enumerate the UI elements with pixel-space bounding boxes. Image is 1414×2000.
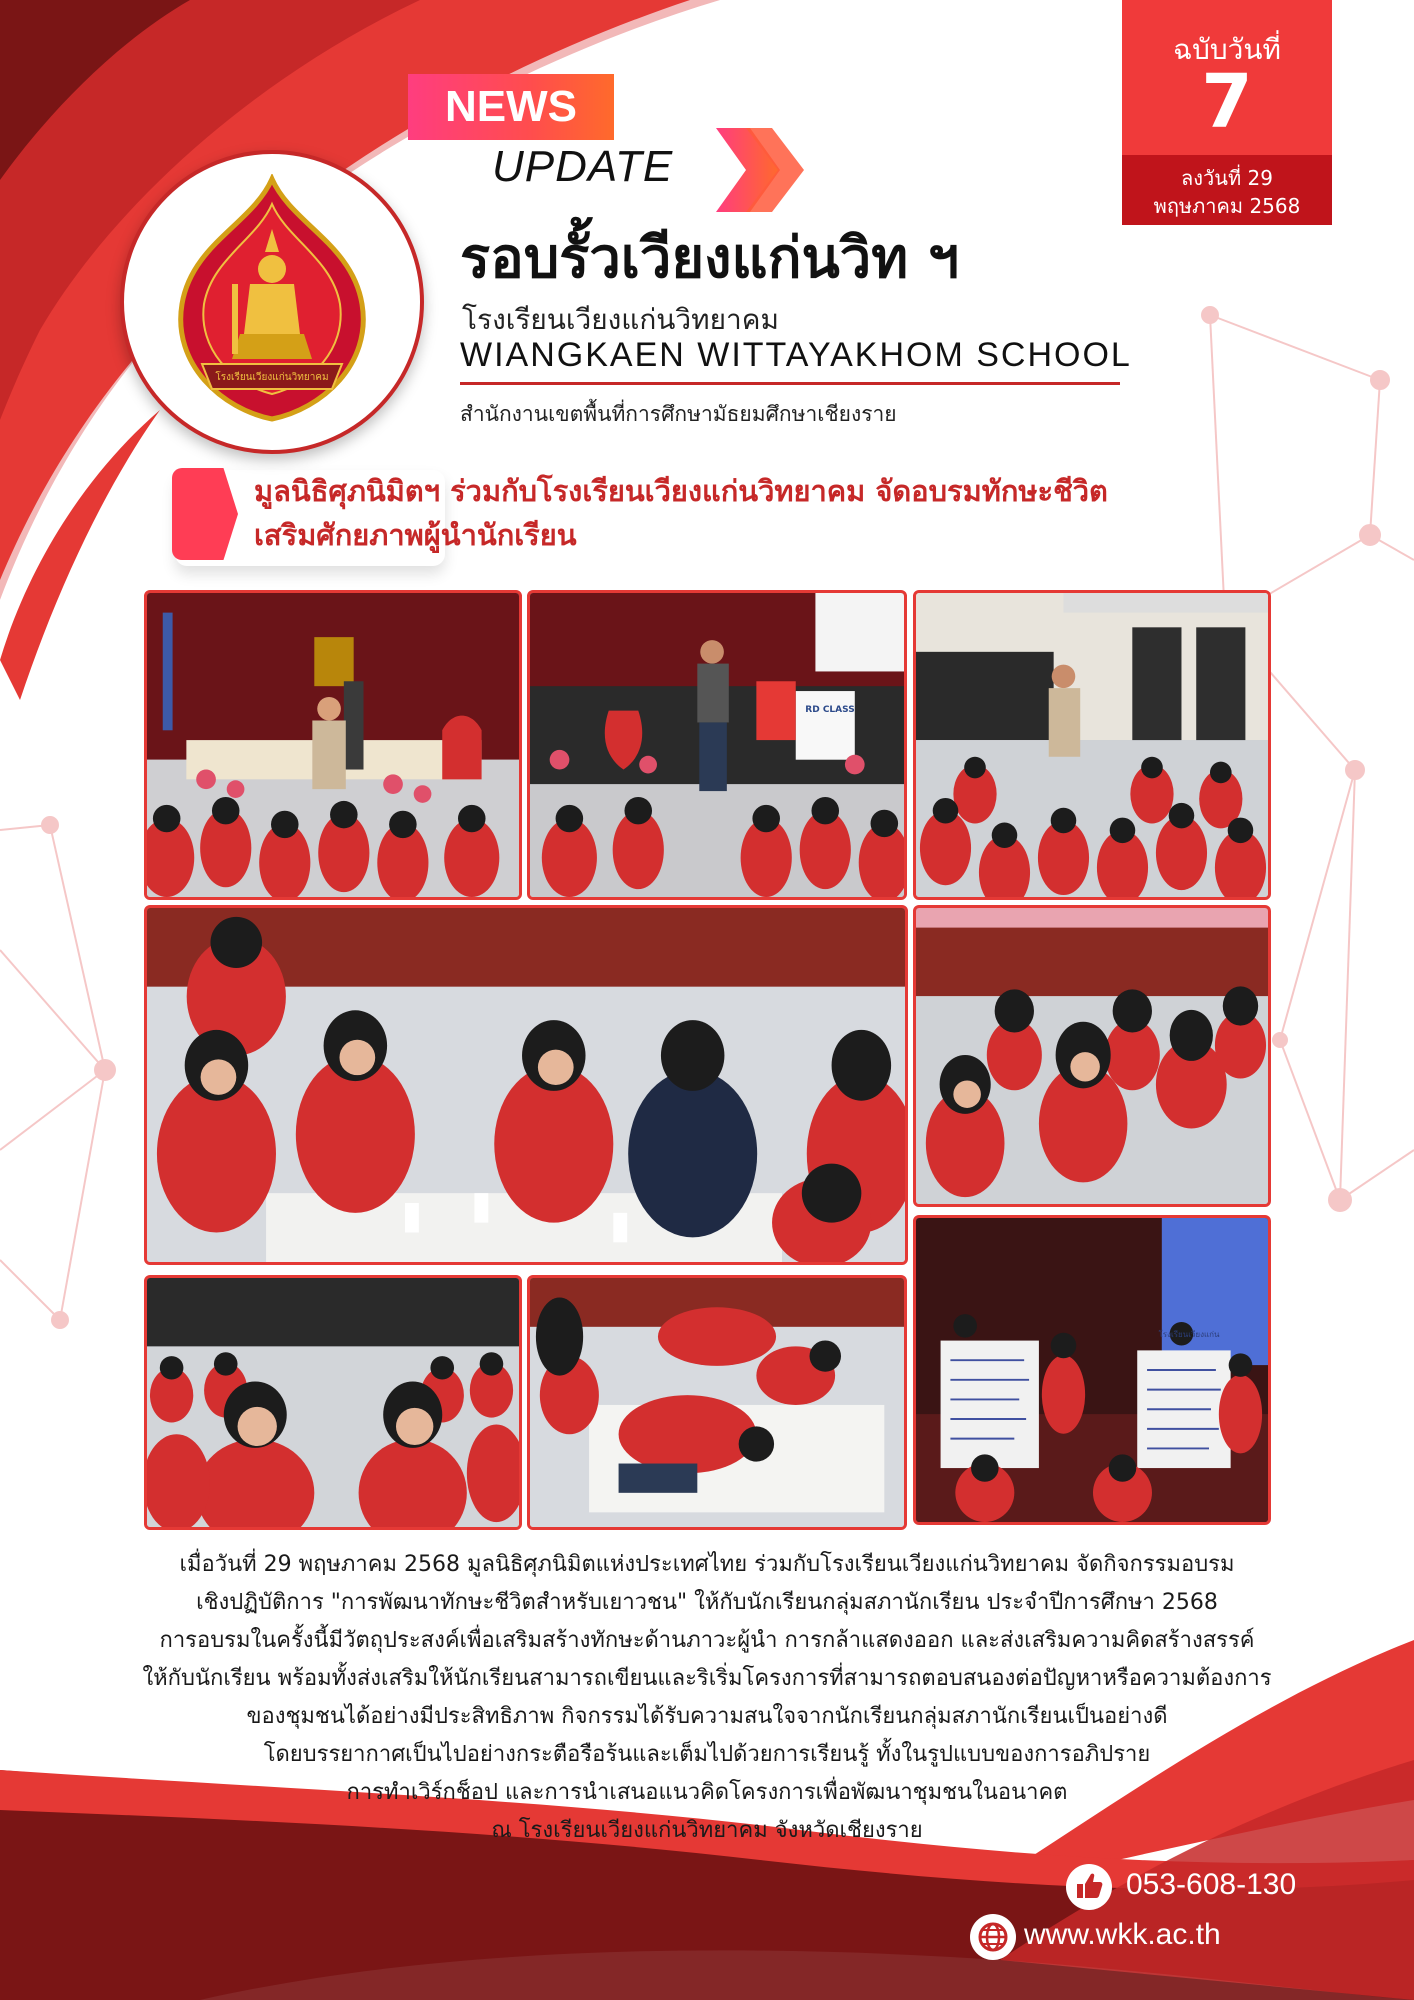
- issue-number: 7: [1201, 59, 1253, 145]
- photo-students-posing: [144, 1275, 522, 1530]
- education-office: สำนักงานเขตพื้นที่การศึกษามัธยมศึกษาเชียงราย: [460, 402, 897, 426]
- chevron-right-icon: [716, 128, 808, 212]
- newsletter-title: รอบรั้วเวียงแก่นวิท ฯ: [460, 226, 960, 291]
- stage-sign-text: RD CLASS: [805, 705, 855, 715]
- body-line: การอบรมในครั้งนี้มีวัตถุประสงค์เพื่อเสริมสร้างทักษะด้านภาวะผู้นำ การกล้าแสดงออก และส่งเสริมความคิดสร้างสรรค์: [159, 1628, 1255, 1653]
- emblem-ribbon-text: โรงเรียนเวียงแก่นวิทยาคม: [215, 372, 329, 383]
- photo-student-speaking: [913, 905, 1271, 1207]
- header-divider: [460, 382, 1120, 385]
- thumbs-up-icon: [1066, 1864, 1112, 1910]
- body-line: เมื่อวันที่ 29 พฤษภาคม 2568 มูลนิธิศุภนิมิตแห่งประเทศไทย ร่วมกับโรงเรียนเวียงแก่นวิทยาคม จัดกิจกรรมอบรม: [179, 1552, 1235, 1577]
- issue-label: ฉบับวันที่: [1173, 33, 1281, 66]
- body-line: ของชุมชนได้อย่างมีประสิทธิภาพ กิจกรรมได้รับความสนใจจากนักเรียนกลุ่มสภานักเรียนเป็นอย่างดี: [246, 1704, 1168, 1729]
- globe-icon: [970, 1914, 1016, 1960]
- body-line: ให้กับนักเรียน พร้อมทั้งส่งเสริมให้นักเรียนสามารถเขียนและริเริ่มโครงการที่สามารถตอบสนองต่อปัญหาหรือความต้องการ: [142, 1666, 1272, 1691]
- crest-icon: [162, 174, 382, 424]
- article-body: [60, 1546, 1354, 1850]
- body-line: เชิงปฏิบัติการ "การพัฒนาทักษะชีวิตสำหรับเยาวชน" ให้กับนักเรียนกลุ่มสภานักเรียน ประจำปีการศึกษา 2568: [196, 1590, 1218, 1615]
- body-line: การทำเวิร์กช็อป และการนำเสนอแนวคิดโครงการเพื่อพัฒนาชุมชนในอนาคต: [346, 1780, 1068, 1805]
- photo-students-group-work: [144, 905, 908, 1265]
- photo-students-writing: [527, 1275, 907, 1530]
- headline-line2: เสริมศักยภาพผู้นำนักเรียน: [254, 518, 577, 552]
- news-label: NEWS: [445, 82, 577, 131]
- issue-date-line1: ลงวันที่ 29: [1181, 166, 1273, 190]
- photo-students-seated-room: [913, 590, 1271, 900]
- issue-box: [1122, 0, 1332, 225]
- school-emblem: [120, 150, 424, 454]
- headline-line1: มูลนิธิศุภนิมิตฯ ร่วมกับโรงเรียนเวียงแก่นวิทยาคม จัดอบรมทักษะชีวิต: [254, 474, 1108, 508]
- body-line: โดยบรรยากาศเป็นไปอย่างกระตือรือร้นและเต็มไปด้วยการเรียนรู้ ทั้งในรูปแบบของการอภิปราย: [263, 1742, 1151, 1767]
- photo-students-presenting: [913, 1215, 1271, 1525]
- school-name-en: WIANGKAEN WITTAYAKHOM SCHOOL: [460, 336, 1132, 374]
- photo-woman-speaker: [527, 590, 907, 900]
- body-line: ณ โรงเรียนเวียงแก่นวิทยาคม จังหวัดเชียงราย: [491, 1818, 923, 1843]
- issue-date-line2: พฤษภาคม 2568: [1153, 194, 1301, 218]
- phone-number: 053-608-130: [1126, 1868, 1297, 1901]
- photo-speaker-stage: [144, 590, 522, 900]
- presentation-poster-text: โรงเรียนเวียงแก่น: [1158, 1330, 1220, 1339]
- school-name-th: โรงเรียนเวียงแก่นวิทยาคม: [462, 303, 779, 336]
- website-url: www.wkk.ac.th: [1024, 1918, 1221, 1951]
- update-label: UPDATE: [492, 142, 674, 191]
